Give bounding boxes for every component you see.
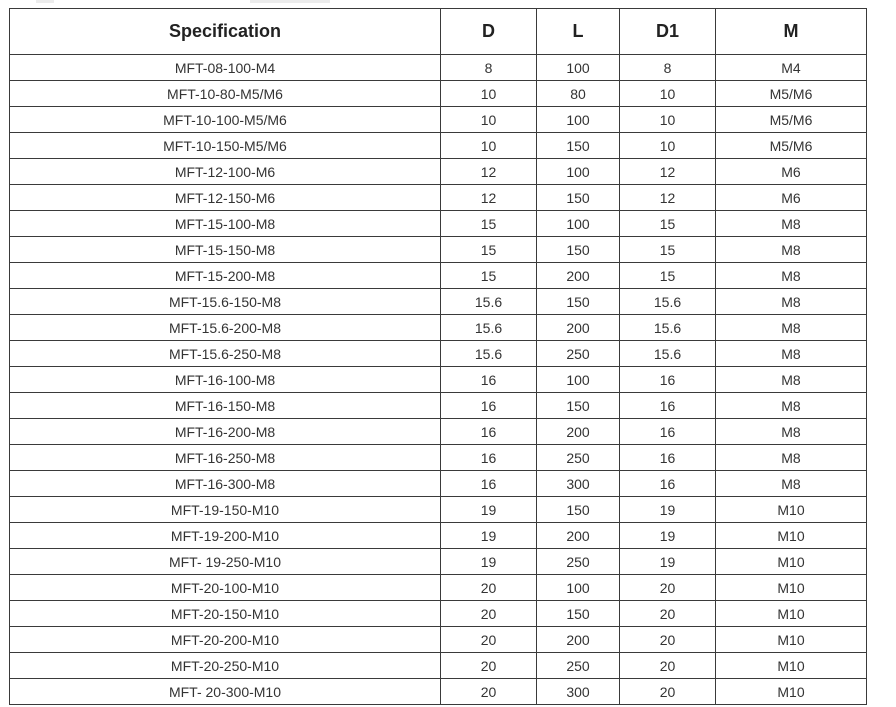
cell-specification: MFT-15.6-250-M8: [10, 341, 441, 367]
cell-specification: MFT-10-80-M5/M6: [10, 81, 441, 107]
table-row: [10, 497, 867, 523]
cell-d: 16: [441, 393, 537, 419]
cell-d: 10: [441, 133, 537, 159]
cell-m: M5/M6: [716, 81, 867, 107]
cell-d: 19: [441, 549, 537, 575]
cell-d1: 16: [620, 393, 716, 419]
cell-d1: 15.6: [620, 341, 716, 367]
cell-l: 200: [537, 263, 620, 289]
cell-specification: MFT-12-100-M6: [10, 159, 441, 185]
cell-d1: 19: [620, 523, 716, 549]
cell-d: 16: [441, 419, 537, 445]
cell-d1: 8: [620, 55, 716, 81]
cell-d1: 16: [620, 471, 716, 497]
cell-m: M10: [716, 523, 867, 549]
cell-d: 15: [441, 211, 537, 237]
cell-l: 300: [537, 471, 620, 497]
cell-specification: MFT-16-150-M8: [10, 393, 441, 419]
table-row: [10, 549, 867, 575]
cell-specification: MFT-20-100-M10: [10, 575, 441, 601]
cell-d: 15.6: [441, 289, 537, 315]
cell-d1: 19: [620, 549, 716, 575]
cell-l: 200: [537, 315, 620, 341]
cell-d: 16: [441, 445, 537, 471]
cell-d1: 12: [620, 185, 716, 211]
cell-d: 15: [441, 237, 537, 263]
cell-specification: MFT-20-150-M10: [10, 601, 441, 627]
cell-d: 16: [441, 367, 537, 393]
column-header-m: M: [716, 9, 867, 55]
cell-l: 80: [537, 81, 620, 107]
cell-specification: MFT-12-150-M6: [10, 185, 441, 211]
cell-l: 150: [537, 393, 620, 419]
cell-d1: 16: [620, 419, 716, 445]
cell-l: 100: [537, 159, 620, 185]
cell-d: 12: [441, 185, 537, 211]
cell-specification: MFT-16-300-M8: [10, 471, 441, 497]
cell-specification: MFT-16-250-M8: [10, 445, 441, 471]
cell-m: M8: [716, 263, 867, 289]
cell-d: 16: [441, 471, 537, 497]
cell-specification: MFT-19-200-M10: [10, 523, 441, 549]
cell-m: M8: [716, 289, 867, 315]
cell-m: M4: [716, 55, 867, 81]
cell-m: M6: [716, 159, 867, 185]
cell-m: M10: [716, 497, 867, 523]
cell-specification: MFT-19-150-M10: [10, 497, 441, 523]
cell-d: 15.6: [441, 315, 537, 341]
cell-specification: MFT-15-100-M8: [10, 211, 441, 237]
cell-d: 19: [441, 523, 537, 549]
table-row: [10, 315, 867, 341]
table-row: [10, 133, 867, 159]
cell-m: M8: [716, 315, 867, 341]
table-row: [10, 211, 867, 237]
table-row: [10, 575, 867, 601]
cell-m: M8: [716, 211, 867, 237]
cell-l: 100: [537, 55, 620, 81]
cell-m: M10: [716, 549, 867, 575]
cell-specification: MFT-15.6-200-M8: [10, 315, 441, 341]
cell-d1: 20: [620, 601, 716, 627]
cell-d1: 16: [620, 445, 716, 471]
column-header-d: D: [441, 9, 537, 55]
cell-d1: 20: [620, 679, 716, 705]
cell-specification: MFT-15.6-150-M8: [10, 289, 441, 315]
column-header-l: L: [537, 9, 620, 55]
cell-l: 150: [537, 497, 620, 523]
cell-d1: 16: [620, 367, 716, 393]
table-row: [10, 107, 867, 133]
header-row: [10, 9, 867, 55]
cell-specification: MFT-20-200-M10: [10, 627, 441, 653]
cell-m: M10: [716, 679, 867, 705]
cell-l: 250: [537, 445, 620, 471]
cell-d1: 20: [620, 653, 716, 679]
cell-l: 250: [537, 341, 620, 367]
cell-m: M8: [716, 341, 867, 367]
cell-l: 100: [537, 575, 620, 601]
table-row: [10, 523, 867, 549]
cell-specification: MFT-10-150-M5/M6: [10, 133, 441, 159]
cell-d1: 15: [620, 263, 716, 289]
cell-d1: 20: [620, 627, 716, 653]
faded-top-mark: [36, 0, 54, 3]
cell-m: M8: [716, 419, 867, 445]
cell-l: 200: [537, 523, 620, 549]
cell-d: 15: [441, 263, 537, 289]
cell-m: M10: [716, 627, 867, 653]
cell-d1: 10: [620, 133, 716, 159]
table-row: [10, 653, 867, 679]
cell-l: 150: [537, 185, 620, 211]
cell-specification: MFT- 20-300-M10: [10, 679, 441, 705]
cell-specification: MFT-15-150-M8: [10, 237, 441, 263]
top-strip: [0, 0, 896, 6]
cell-m: M10: [716, 575, 867, 601]
table-row: [10, 445, 867, 471]
table-row: [10, 627, 867, 653]
table-row: [10, 81, 867, 107]
cell-d: 20: [441, 601, 537, 627]
table-row: [10, 341, 867, 367]
cell-m: M8: [716, 393, 867, 419]
specification-table: [9, 8, 867, 705]
cell-l: 100: [537, 367, 620, 393]
cell-m: M8: [716, 237, 867, 263]
table-row: [10, 679, 867, 705]
cell-specification: MFT-10-100-M5/M6: [10, 107, 441, 133]
table-row: [10, 185, 867, 211]
cell-d1: 10: [620, 107, 716, 133]
cell-d1: 15.6: [620, 315, 716, 341]
cell-m: M10: [716, 653, 867, 679]
table-row: [10, 393, 867, 419]
cell-specification: MFT- 19-250-M10: [10, 549, 441, 575]
column-header-specification: Specification: [10, 9, 441, 55]
cell-m: M6: [716, 185, 867, 211]
cell-m: M8: [716, 367, 867, 393]
cell-d: 10: [441, 107, 537, 133]
cell-l: 150: [537, 133, 620, 159]
cell-l: 200: [537, 419, 620, 445]
cell-l: 100: [537, 211, 620, 237]
cell-d: 10: [441, 81, 537, 107]
cell-d: 20: [441, 679, 537, 705]
cell-l: 200: [537, 627, 620, 653]
table-header: [10, 9, 867, 55]
cell-specification: MFT-15-200-M8: [10, 263, 441, 289]
cell-d1: 19: [620, 497, 716, 523]
cell-d1: 10: [620, 81, 716, 107]
cell-d: 20: [441, 627, 537, 653]
table-row: [10, 159, 867, 185]
cell-l: 150: [537, 289, 620, 315]
table-row: [10, 237, 867, 263]
cell-d1: 20: [620, 575, 716, 601]
table-row: [10, 289, 867, 315]
cell-l: 300: [537, 679, 620, 705]
cell-l: 250: [537, 653, 620, 679]
cell-d1: 15: [620, 211, 716, 237]
cell-specification: MFT-16-200-M8: [10, 419, 441, 445]
cell-d: 20: [441, 575, 537, 601]
table-row: [10, 55, 867, 81]
cell-specification: MFT-20-250-M10: [10, 653, 441, 679]
cell-l: 150: [537, 237, 620, 263]
table-row: [10, 419, 867, 445]
cell-d1: 15: [620, 237, 716, 263]
cell-m: M10: [716, 601, 867, 627]
faded-top-mark: [250, 0, 330, 3]
table-body: [10, 55, 867, 705]
cell-specification: MFT-08-100-M4: [10, 55, 441, 81]
cell-d: 15.6: [441, 341, 537, 367]
cell-specification: MFT-16-100-M8: [10, 367, 441, 393]
cell-m: M5/M6: [716, 133, 867, 159]
cell-d: 12: [441, 159, 537, 185]
cell-l: 250: [537, 549, 620, 575]
table-row: [10, 263, 867, 289]
column-header-d1: D1: [620, 9, 716, 55]
cell-l: 100: [537, 107, 620, 133]
cell-m: M8: [716, 445, 867, 471]
cell-d1: 12: [620, 159, 716, 185]
cell-m: M5/M6: [716, 107, 867, 133]
table-row: [10, 601, 867, 627]
cell-l: 150: [537, 601, 620, 627]
table-row: [10, 367, 867, 393]
cell-d: 19: [441, 497, 537, 523]
cell-d: 20: [441, 653, 537, 679]
cell-d1: 15.6: [620, 289, 716, 315]
cell-m: M8: [716, 471, 867, 497]
table-row: [10, 471, 867, 497]
cell-d: 8: [441, 55, 537, 81]
